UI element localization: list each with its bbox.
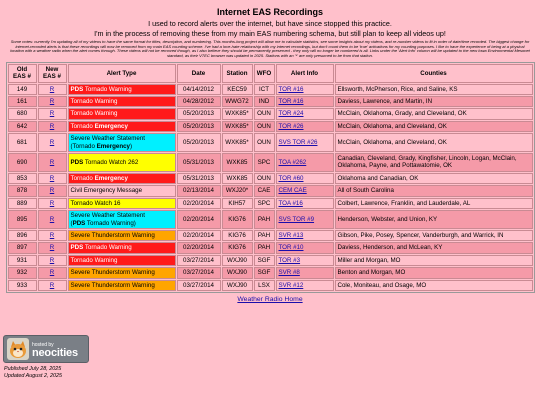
pds-tag: PDS: [70, 85, 84, 93]
alert-info-cell: [276, 153, 334, 172]
alert-type-cell: [68, 230, 176, 241]
removed-link[interactable]: R: [49, 85, 55, 93]
alert-info-link[interactable]: SVR #13: [278, 231, 304, 239]
new-eas-cell: [38, 121, 67, 132]
date-cell: 02/20/2014: [177, 198, 221, 209]
alert-info-cell: [276, 96, 334, 107]
alert-info-cell: [276, 121, 334, 132]
station-cell: WXK85: [222, 173, 253, 184]
new-eas-cell: [38, 255, 67, 266]
wfo-cell: OUN: [254, 173, 275, 184]
alert-type-label: Severe Thunderstorm Warning: [70, 269, 155, 277]
alert-type-cell: [68, 185, 176, 196]
counties-cell: Daviess, Lawrence, and Martin, IN: [335, 96, 533, 107]
table-row: [8, 84, 533, 95]
date-cell: 05/31/2013: [177, 173, 221, 184]
alert-info-link[interactable]: TOR #16: [278, 85, 304, 93]
recordings-table: [6, 62, 535, 293]
removed-link[interactable]: R: [49, 269, 55, 277]
alert-info-link[interactable]: TOR #24: [278, 110, 304, 118]
removed-link[interactable]: R: [49, 98, 55, 106]
alert-info-link[interactable]: SVR #8: [278, 269, 300, 277]
station-cell: KIH57: [222, 198, 253, 209]
alert-type-cell: [68, 210, 176, 229]
counties-cell: Canadian, Cleveland, Grady, Kingfisher, Lincoln, Logan, McClain, Oklahoma, Payne, and Pottawatomie, OK: [335, 153, 533, 172]
date-cell: 05/20/2013: [177, 108, 221, 119]
old-eas-cell: 878: [8, 185, 37, 196]
neocities-cat-icon: [7, 338, 29, 360]
alert-type-label: Tornado Emergency: [70, 174, 128, 182]
counties-cell: Miller and Morgan, MO: [335, 255, 533, 266]
counties-cell: Colbert, Lawrence, Franklin, and Lauderdale, AL: [335, 198, 533, 209]
counties-cell: Gibson, Pike, Posey, Spencer, Vanderburgh, and Warrick, IN: [335, 230, 533, 241]
new-eas-cell: [38, 108, 67, 119]
table-header-row: [8, 64, 533, 83]
alert-type-cell: [68, 133, 176, 152]
new-eas-cell: [38, 230, 67, 241]
alert-type-label: Tornado Watch 16: [70, 199, 121, 207]
wfo-cell: OUN: [254, 108, 275, 119]
notes-paragraph: Some notes: currently I'm updating all of my videos to have the same format for titles, description, and numbering. This months-long project will allow me to calculate statistics, see some insights about my videos, and re-number videos to fit in order of date/time recorded. The biggest change for internet-recorded alerts is that these recordings will now be removed from my main EAS counting scheme. I've had a love-hate relationship with my internet recordings, but don't count them to be 'true' activations for my counting purposes. I like to have the experience of being at a physical location with a weather radio when the alert comes through. These videos will not be removed though, as I also believe they should be permanently preserved - they only will no longer be numbered is all. Links under the 'Alert Info' column will be updated to the new Iowa Environmental Mesonet standard, as their VTEC browser was updated in 2025. Stations with an '*' are only presumed to be from that station.: [10, 39, 530, 59]
col-old-eas: Old EAS #: [8, 64, 37, 83]
date-cell: 05/20/2013: [177, 121, 221, 132]
col-new-eas: New EAS #: [38, 64, 67, 83]
counties-cell: Henderson, Webster, and Union, KY: [335, 210, 533, 229]
alert-type-cell: [68, 255, 176, 266]
alert-type-label: Severe Thunderstorm Warning: [70, 231, 155, 239]
station-cell: KEC59: [222, 84, 253, 95]
alert-info-cell: [276, 267, 334, 278]
table-row: [8, 210, 533, 229]
date-cell: 04/28/2012: [177, 96, 221, 107]
station-cell: WXJ20*: [222, 185, 253, 196]
date-cell: 05/31/2013: [177, 153, 221, 172]
removed-link[interactable]: R: [49, 244, 55, 252]
counties-cell: McClain, Oklahoma, Grady, and Cleveland, OK: [335, 108, 533, 119]
removed-link[interactable]: R: [49, 122, 55, 130]
alert-type-label: Tornado Warning: [83, 85, 132, 93]
station-cell: WXK85*: [222, 133, 253, 152]
old-eas-cell: 897: [8, 242, 37, 253]
removed-link[interactable]: R: [49, 174, 55, 182]
alert-type-cell: [68, 153, 176, 172]
col-date: Date: [177, 64, 221, 83]
old-eas-cell: 680: [8, 108, 37, 119]
alert-info-link[interactable]: SVS TOR #26: [278, 138, 318, 146]
table-row: [8, 230, 533, 241]
removed-link[interactable]: R: [49, 199, 55, 207]
alert-info-link[interactable]: TOR #10: [278, 244, 304, 252]
alert-type-label: Tornado Watch 262: [83, 158, 139, 166]
alert-info-cell: [276, 280, 334, 291]
date-cell: 02/20/2014: [177, 230, 221, 241]
station-cell: WWG72: [222, 96, 253, 107]
old-eas-cell: 690: [8, 153, 37, 172]
col-station: Station: [222, 64, 253, 83]
date-cell: 02/13/2014: [177, 185, 221, 196]
alert-type-cell: [68, 108, 176, 119]
old-eas-cell: 931: [8, 255, 37, 266]
alert-info-link[interactable]: TOR #16: [278, 98, 304, 106]
alert-type-label: Severe Weather Statement (PDS Tornado Warning): [70, 212, 146, 227]
removed-link[interactable]: R: [49, 138, 55, 146]
alert-info-cell: [276, 185, 334, 196]
alert-type-label: Tornado Emergency: [70, 122, 128, 130]
alert-info-cell: [276, 242, 334, 253]
col-alert-info: Alert Info: [276, 64, 334, 83]
new-eas-cell: [38, 96, 67, 107]
station-cell: KIG76: [222, 242, 253, 253]
pds-tag: PDS: [70, 158, 84, 166]
table-row: [8, 185, 533, 196]
alert-info-cell: [276, 210, 334, 229]
alert-type-label: Tornado Warning: [70, 256, 118, 264]
removed-link[interactable]: R: [49, 110, 55, 118]
counties-cell: Daviess, Henderson, and McLean, KY: [335, 242, 533, 253]
removed-link[interactable]: R: [49, 187, 55, 195]
alert-type-cell: [68, 198, 176, 209]
new-eas-cell: [38, 173, 67, 184]
alert-type-cell: [68, 96, 176, 107]
wfo-cell: LSX: [254, 280, 275, 291]
date-cell: 05/20/2013: [177, 133, 221, 152]
alert-info-cell: [276, 230, 334, 241]
station-cell: WXK85: [222, 153, 253, 172]
badge-neocities: neocities: [32, 347, 78, 359]
new-eas-cell: [38, 280, 67, 291]
old-eas-cell: 889: [8, 198, 37, 209]
counties-cell: Oklahoma and Canadian, OK: [335, 173, 533, 184]
new-eas-cell: [38, 242, 67, 253]
alert-type-label: Severe Weather Statement (Tornado Emergency): [70, 135, 146, 150]
counties-cell: Ellsworth, McPherson, Rice, and Saline, KS: [335, 84, 533, 95]
badge-hosted-by: hosted by: [32, 342, 54, 348]
table-row: [8, 198, 533, 209]
old-eas-cell: 933: [8, 280, 37, 291]
old-eas-cell: 896: [8, 230, 37, 241]
alert-type-cell: [68, 173, 176, 184]
old-eas-cell: 853: [8, 173, 37, 184]
alert-info-link[interactable]: SVS TOR #9: [278, 215, 315, 223]
wfo-cell: PAH: [254, 242, 275, 253]
station-cell: KIG76: [222, 230, 253, 241]
wfo-cell: PAH: [254, 230, 275, 241]
station-cell: WXJ90: [222, 280, 253, 291]
alert-info-link[interactable]: TOR #60: [278, 174, 304, 182]
col-counties: Counties: [335, 64, 533, 83]
alert-info-link[interactable]: CEM CAE: [278, 187, 307, 195]
intro-line-2: I'm in the process of removing these from my main EAS numbering schema, but still plan to keep all videos up!: [94, 29, 446, 38]
removed-link[interactable]: R: [49, 256, 55, 264]
table-row: [8, 267, 533, 278]
alert-info-link[interactable]: TOR #3: [278, 256, 301, 264]
date-cell: 03/27/2014: [177, 280, 221, 291]
new-eas-cell: [38, 267, 67, 278]
station-cell: WXJ90: [222, 267, 253, 278]
wfo-cell: SPC: [254, 198, 275, 209]
date-cell: 03/27/2014: [177, 255, 221, 266]
table-row: [8, 173, 533, 184]
date-cell: 03/27/2014: [177, 267, 221, 278]
wfo-cell: OUN: [254, 133, 275, 152]
new-eas-cell: [38, 133, 67, 152]
alert-type-label: Tornado Warning: [70, 98, 118, 106]
neocities-badge[interactable]: [3, 335, 89, 363]
new-eas-cell: [38, 185, 67, 196]
counties-cell: All of South Carolina: [335, 185, 533, 196]
table-row: [8, 121, 533, 132]
old-eas-cell: 149: [8, 84, 37, 95]
new-eas-cell: [38, 198, 67, 209]
wfo-cell: SGF: [254, 255, 275, 266]
alert-info-link[interactable]: SVR #12: [278, 281, 304, 289]
old-eas-cell: 932: [8, 267, 37, 278]
counties-cell: McClain, Oklahoma, and Cleveland, OK: [335, 121, 533, 132]
removed-link[interactable]: R: [49, 281, 55, 289]
removed-link[interactable]: R: [49, 158, 55, 166]
station-cell: WXK85*: [222, 108, 253, 119]
published-date: Published July 28, 2025: [4, 366, 62, 372]
wfo-cell: IND: [254, 96, 275, 107]
old-eas-cell: 681: [8, 133, 37, 152]
old-eas-cell: 642: [8, 121, 37, 132]
alert-info-cell: [276, 173, 334, 184]
table-row: [8, 242, 533, 253]
page-title: Internet EAS Recordings: [216, 7, 324, 17]
pds-tag: PDS: [70, 244, 84, 252]
removed-link[interactable]: R: [49, 231, 55, 239]
weather-radio-home-link[interactable]: Weather Radio Home: [237, 295, 303, 303]
updated-date: Updated August 2, 2025: [4, 372, 62, 379]
alert-type-label: Severe Thunderstorm Warning: [70, 281, 155, 289]
footer-dates: [4, 366, 62, 379]
wfo-cell: OUN: [254, 121, 275, 132]
alert-type-label: Tornado Warning: [83, 244, 132, 252]
date-cell: 04/14/2012: [177, 84, 221, 95]
wfo-cell: CAE: [254, 185, 275, 196]
alert-info-cell: [276, 84, 334, 95]
new-eas-cell: [38, 153, 67, 172]
col-alert-type: Alert Type: [68, 64, 176, 83]
removed-link[interactable]: R: [49, 215, 55, 223]
alert-type-cell: [68, 121, 176, 132]
wfo-cell: SGF: [254, 267, 275, 278]
old-eas-cell: 895: [8, 210, 37, 229]
table-row: [8, 96, 533, 107]
old-eas-cell: 161: [8, 96, 37, 107]
alert-type-label: Tornado Warning: [70, 110, 118, 118]
col-wfo: WFO: [254, 64, 275, 83]
date-cell: 02/20/2014: [177, 242, 221, 253]
alert-info-cell: [276, 133, 334, 152]
table-row: [8, 280, 533, 291]
intro-line-1: I used to record alerts over the internet, but have since stopped this practice.: [148, 19, 392, 28]
table-row: [8, 255, 533, 266]
alert-type-cell: [68, 242, 176, 253]
alert-info-cell: [276, 198, 334, 209]
station-cell: WXJ90: [222, 255, 253, 266]
alert-type-cell: [68, 280, 176, 291]
alert-type-cell: [68, 267, 176, 278]
wfo-cell: ICT: [254, 84, 275, 95]
table-row: [8, 133, 533, 152]
counties-cell: McClain, Oklahoma, and Cleveland, OK: [335, 133, 533, 152]
wfo-cell: PAH: [254, 210, 275, 229]
home-link-wrap: [0, 296, 540, 303]
alert-info-link[interactable]: TOA #16: [278, 199, 303, 207]
wfo-cell: SPC: [254, 153, 275, 172]
station-cell: WXK85*: [222, 121, 253, 132]
new-eas-cell: [38, 84, 67, 95]
alert-info-link[interactable]: TOR #26: [278, 122, 304, 130]
new-eas-cell: [38, 210, 67, 229]
table-row: [8, 108, 533, 119]
alert-info-cell: [276, 255, 334, 266]
alert-type-label: Civil Emergency Message: [70, 187, 143, 195]
alert-info-link[interactable]: TOA #262: [278, 158, 307, 166]
alert-info-cell: [276, 108, 334, 119]
alert-type-cell: [68, 84, 176, 95]
station-cell: KIG76: [222, 210, 253, 229]
table-row: [8, 153, 533, 172]
counties-cell: Benton and Morgan, MO: [335, 267, 533, 278]
counties-cell: Cole, Moniteau, and Osage, MO: [335, 280, 533, 291]
date-cell: 02/20/2014: [177, 210, 221, 229]
